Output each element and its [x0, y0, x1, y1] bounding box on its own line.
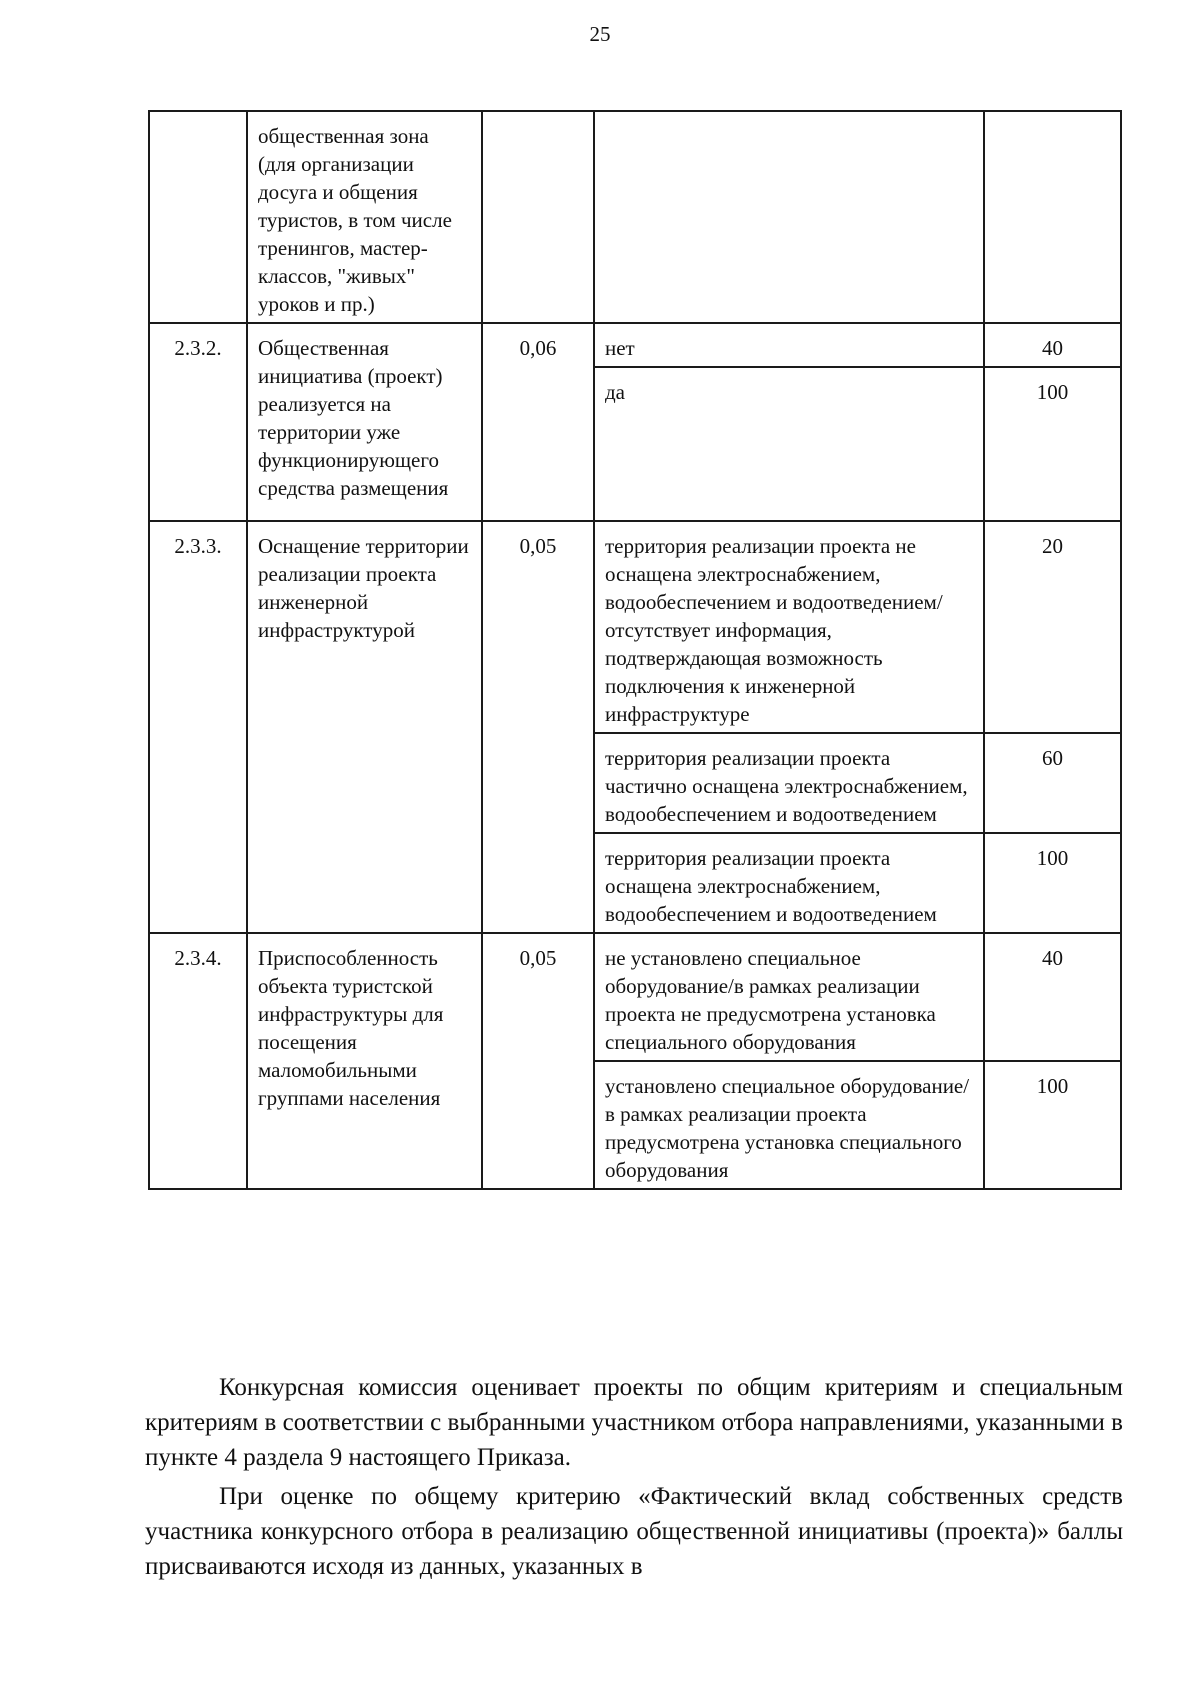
cell-score: 40: [984, 933, 1121, 1061]
cell-criterion: общественная зона (для организации досуга и общения туристов, в том числе тренингов, мастер-классов, "живых" уроков и пр.): [247, 111, 482, 323]
cell-score: 100: [984, 1061, 1121, 1189]
cell-score: 20: [984, 521, 1121, 733]
cell-criterion: Общественная инициатива (проект) реализуется на территории уже функционирующего средства размещения: [247, 323, 482, 521]
table-row: [149, 521, 1121, 733]
cell-criterion: Приспособленность объекта туристской инфраструктуры для посещения маломобильными группами населения: [247, 933, 482, 1189]
cell-option: территория реализации проекта не оснащена электроснабжением, водообеспечением и водоотведением/отсутствует информация, подтверждающая возможность подключения к инженерной инфраструктуре: [594, 521, 984, 733]
table-row: [149, 933, 1121, 1061]
body-text: [145, 1370, 1123, 1588]
cell-score: 100: [984, 367, 1121, 521]
table-row: [149, 323, 1121, 367]
cell-number: [149, 111, 247, 323]
cell-option: да: [594, 367, 984, 521]
cell-weight: [482, 111, 594, 323]
table-row: [149, 111, 1121, 323]
paragraph: Конкурсная комиссия оценивает проекты по общим критериям и специальным критериям в соответствии с выбранными участником отбора направлениями, указанными в пункте 4 раздела 9 настоящего Приказа.: [145, 1374, 1123, 1471]
cell-option: территория реализации проекта частично оснащена электроснабжением, водообеспечением и водоотведением: [594, 733, 984, 833]
paragraph: При оценке по общему критерию «Фактический вклад собственных средств участника конкурсного отбора в реализацию общественной инициативы (проекта)» баллы присваиваются исходя из данных, указанных в: [145, 1483, 1123, 1580]
criteria-table: [148, 110, 1122, 1190]
cell-option: [594, 111, 984, 323]
cell-number: 2.3.3.: [149, 521, 247, 933]
cell-score: [984, 111, 1121, 323]
cell-weight: 0,06: [482, 323, 594, 521]
cell-option: установлено специальное оборудование/в рамках реализации проекта предусмотрена установка специального оборудования: [594, 1061, 984, 1189]
cell-criterion: Оснащение территории реализации проекта инженерной инфраструктурой: [247, 521, 482, 933]
page-number: 25: [589, 22, 611, 46]
cell-score: 100: [984, 833, 1121, 933]
cell-option: территория реализации проекта оснащена электроснабжением, водообеспечением и водоотведением: [594, 833, 984, 933]
cell-option: не установлено специальное оборудование/в рамках реализации проекта не предусмотрена установка специального оборудования: [594, 933, 984, 1061]
cell-score: 60: [984, 733, 1121, 833]
cell-weight: 0,05: [482, 521, 594, 933]
cell-number: 2.3.2.: [149, 323, 247, 521]
cell-number: 2.3.4.: [149, 933, 247, 1189]
cell-weight: 0,05: [482, 933, 594, 1189]
cell-option: нет: [594, 323, 984, 367]
cell-score: 40: [984, 323, 1121, 367]
